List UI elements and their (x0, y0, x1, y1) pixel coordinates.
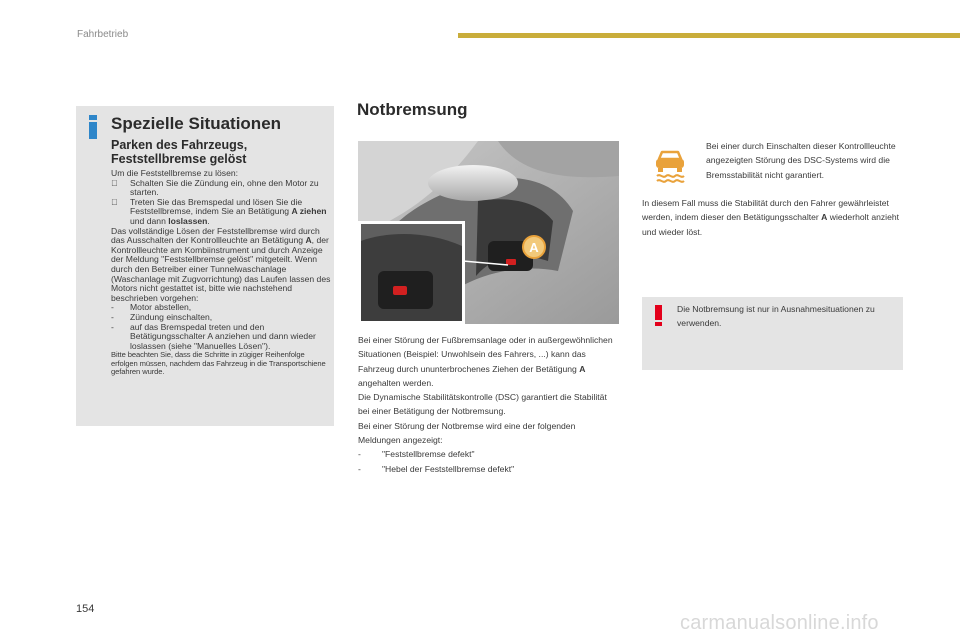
lamp-description: Bei einer durch Einschalten dieser Kontrollleuchte angezeigten Störung des DSC-Systems wird die Bremsstabilität nicht garantiert. (706, 141, 896, 180)
info-box (76, 106, 334, 426)
message-item (358, 447, 620, 461)
paragraph-text: In diesem Fall muss die Stabilität durch den Fahrer gewährleistet werden, indem dieser den Betätigungsschalter (642, 198, 889, 223)
info-paragraph-text: Das vollständige Lösen der Feststellbremse wird durch das Ausschalten der Kontrollleuchte an Betätigung (111, 225, 320, 246)
paragraph-bold: A (821, 212, 828, 223)
warning-text: Die Notbremsung ist nur in Ausnahmesituationen zu verwenden. (677, 304, 875, 329)
main-text (358, 333, 620, 476)
exclamation-icon (655, 305, 663, 325)
step-marker (111, 179, 117, 189)
info-dash-item (111, 323, 333, 352)
photo-label-a: A (529, 240, 539, 255)
message-item (358, 462, 620, 476)
info-paragraph-text: , der Kontrollleuchte am Kombiinstrument und durch Anzeige der Meldung "Feststellbremse gelöst" mitgeteilt. Wenn durch den Betreiber einer Tunnelwaschanlage (Waschanlage mit Zugvorrichtung) das Laufen lassen des Motors nicht gestattet ist, bitte wie nachstehend beschrieben vorgehen: (111, 235, 331, 303)
step-text: und dann (130, 215, 169, 226)
stability-paragraph (642, 196, 904, 239)
step-text: Treten Sie das Bremspedal und lösen Sie die Feststellbremse, indem Sie an Betätigung (130, 196, 303, 217)
info-box-title: Spezielle Situationen (111, 114, 282, 133)
section-label: Fahrbetrieb (77, 29, 129, 40)
dash-text: Motor abstellen, (130, 302, 192, 313)
info-icon (87, 115, 99, 139)
step-bold-text: loslassen (168, 215, 208, 226)
dash-marker: - (111, 302, 114, 313)
warning-box (642, 297, 903, 370)
info-paragraph (111, 227, 333, 304)
step-marker (111, 198, 117, 208)
message-text: "Feststellbremse defekt" (382, 449, 475, 460)
emergency-paragraph (358, 333, 620, 390)
info-step (111, 198, 333, 227)
dash-marker: - (111, 321, 114, 332)
dash-marker: - (111, 311, 114, 322)
page-number: 154 (76, 603, 95, 615)
info-note: Bitte beachten Sie, dass die Schritte in zügiger Reihenfolge erfolgen müssen, nachdem das Fahrzeug in die Transportschiene gefahren wurde. (111, 350, 326, 377)
paragraph-text: wiederholt anzieht und wieder löst. (642, 212, 900, 237)
step-text: Schalten Sie die Zündung ein, ohne den Motor zu starten. (130, 177, 319, 198)
dash-text: auf das Bremspedal treten und den Betätigungsschalter A anziehen und dann wieder loslassen (siehe "Manuelles Lösen"). (130, 321, 316, 351)
dash-text: Zündung einschalten, (130, 311, 213, 322)
step-text: . (207, 215, 210, 226)
brake-switch-photo (358, 141, 619, 324)
header-rule (458, 33, 960, 38)
section-title: Notbremsung (357, 100, 468, 119)
dsc-warning-lamp-icon (650, 145, 690, 185)
info-paragraph-bold: A (305, 235, 312, 246)
fault-paragraph: Bei einer Störung der Notbremse wird eine der folgenden Meldungen angezeigt: (358, 420, 576, 446)
paragraph-bold: A (579, 363, 586, 374)
dash-marker: - (358, 449, 361, 460)
paragraph-text: Bei einer Störung der Fußbremsanlage oder in außergewöhnlichen Situationen (Beispiel: Unwohlsein des Fahrers, ...) kann das Fahrzeug durch ununterbrochenes Ziehen der Betätigung (358, 335, 613, 374)
info-intro: Um die Feststellbremse zu lösen: (111, 168, 239, 178)
paragraph-text: angehalten werden. (358, 377, 434, 388)
info-box-body (111, 169, 333, 377)
message-text: "Hebel der Feststellbremse defekt" (382, 463, 515, 474)
info-box-subtitle: Parken des Fahrzeugs, Feststellbremse gelöst (111, 138, 248, 166)
info-step (111, 179, 333, 198)
watermark: carmanualsonline.info (680, 612, 879, 634)
step-bold-text: A ziehen (291, 206, 327, 217)
dsc-paragraph: Die Dynamische Stabilitätskontrolle (DSC) garantiert die Stabilität bei einer Betätigung der Notbremsung. (358, 392, 607, 417)
dash-marker: - (358, 463, 361, 474)
